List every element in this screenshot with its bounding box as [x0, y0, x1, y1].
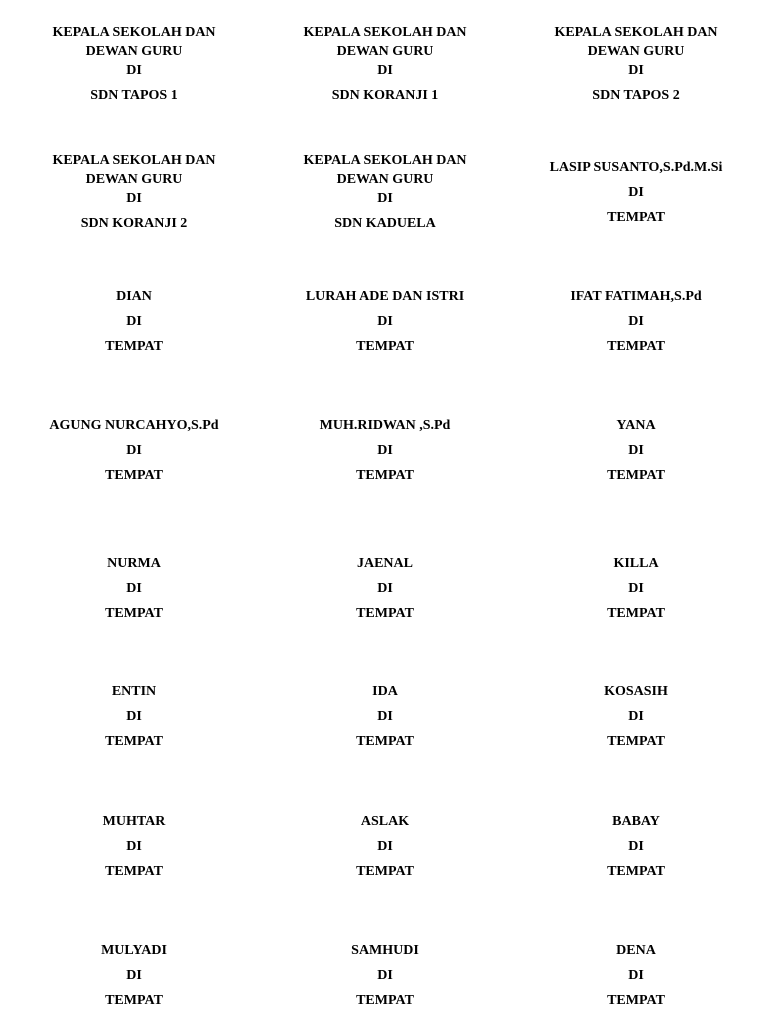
- label-name-line2: DEWAN GURU: [587, 44, 685, 59]
- label-name: IFAT FATIMAH,S.Pd: [570, 289, 702, 304]
- label-di: DI: [628, 63, 644, 78]
- address-label-9: [516, 284, 756, 359]
- label-di: DI: [628, 968, 644, 983]
- label-place: SDN KORANJI 2: [80, 216, 188, 231]
- label-place: SDN TAPOS 1: [90, 88, 178, 103]
- label-place: TEMPAT: [105, 468, 163, 483]
- label-name: KILLA: [613, 556, 659, 571]
- address-label-20: [265, 809, 505, 884]
- address-label-16: [14, 679, 254, 754]
- label-di: DI: [628, 581, 644, 596]
- address-label-17: [265, 679, 505, 754]
- label-di: DI: [377, 63, 393, 78]
- label-di: DI: [377, 968, 393, 983]
- label-place: TEMPAT: [607, 993, 665, 1008]
- address-label-5: [265, 151, 505, 233]
- label-di: DI: [126, 63, 142, 78]
- address-label-14: [265, 551, 505, 626]
- label-di: DI: [628, 839, 644, 854]
- label-name: NURMA: [107, 556, 161, 571]
- label-name-line2: DEWAN GURU: [336, 172, 434, 187]
- address-label-10: [14, 413, 254, 488]
- label-name: LASIP SUSANTO,S.Pd.M.Si: [549, 160, 723, 175]
- address-label-21: [516, 809, 756, 884]
- label-di: DI: [628, 314, 644, 329]
- address-label-8: [265, 284, 505, 359]
- label-place: TEMPAT: [607, 734, 665, 749]
- address-label-7: [14, 284, 254, 359]
- label-name: SAMHUDI: [351, 943, 419, 958]
- address-label-19: [14, 809, 254, 884]
- address-label-13: [14, 551, 254, 626]
- label-place: TEMPAT: [607, 468, 665, 483]
- label-place: TEMPAT: [356, 606, 414, 621]
- label-name: MULYADI: [101, 943, 167, 958]
- label-di: DI: [377, 443, 393, 458]
- address-label-1: [14, 23, 254, 105]
- label-di: DI: [126, 191, 142, 206]
- label-place: TEMPAT: [105, 606, 163, 621]
- label-name: DIAN: [116, 289, 152, 304]
- label-place: TEMPAT: [105, 864, 163, 879]
- label-name: LURAH ADE DAN ISTRI: [305, 289, 465, 304]
- address-label-24: [516, 938, 756, 1013]
- label-di: DI: [377, 314, 393, 329]
- label-di: DI: [377, 839, 393, 854]
- label-name: MUH.RIDWAN ,S.Pd: [319, 418, 451, 433]
- label-di: DI: [126, 581, 142, 596]
- label-place: TEMPAT: [105, 339, 163, 354]
- label-di: DI: [126, 443, 142, 458]
- label-name: MUHTAR: [102, 814, 166, 829]
- label-place: TEMPAT: [356, 468, 414, 483]
- label-name: KOSASIH: [604, 684, 668, 699]
- address-label-11: [265, 413, 505, 488]
- label-name: JAENAL: [356, 556, 413, 571]
- label-name-line2: DEWAN GURU: [85, 172, 183, 187]
- label-place: TEMPAT: [356, 864, 414, 879]
- label-name-line2: DEWAN GURU: [336, 44, 434, 59]
- label-place: TEMPAT: [356, 734, 414, 749]
- address-label-4: [14, 151, 254, 233]
- address-label-23: [265, 938, 505, 1013]
- label-place: TEMPAT: [356, 339, 414, 354]
- label-name-line2: DEWAN GURU: [85, 44, 183, 59]
- address-label-15: [516, 551, 756, 626]
- label-di: DI: [377, 709, 393, 724]
- label-place: TEMPAT: [607, 339, 665, 354]
- label-name: KEPALA SEKOLAH DAN: [554, 25, 718, 40]
- label-di: DI: [126, 709, 142, 724]
- label-name: IDA: [372, 684, 398, 699]
- label-place: TEMPAT: [607, 864, 665, 879]
- label-name: KEPALA SEKOLAH DAN: [303, 25, 467, 40]
- label-di: DI: [126, 314, 142, 329]
- address-label-3: [516, 23, 756, 105]
- label-name: DENA: [616, 943, 656, 958]
- address-label-12: [516, 413, 756, 488]
- address-label-6: [516, 155, 756, 230]
- label-name: KEPALA SEKOLAH DAN: [52, 25, 216, 40]
- label-place: SDN KORANJI 1: [331, 88, 439, 103]
- address-label-22: [14, 938, 254, 1013]
- label-name: YANA: [616, 418, 656, 433]
- label-di: DI: [628, 443, 644, 458]
- label-place: SDN TAPOS 2: [592, 88, 680, 103]
- label-di: DI: [126, 968, 142, 983]
- label-place: TEMPAT: [105, 993, 163, 1008]
- label-name: KEPALA SEKOLAH DAN: [52, 153, 216, 168]
- label-di: DI: [377, 191, 393, 206]
- label-place: TEMPAT: [607, 606, 665, 621]
- label-name: ENTIN: [111, 684, 157, 699]
- label-name: AGUNG NURCAHYO,S.Pd: [49, 418, 219, 433]
- label-name: KEPALA SEKOLAH DAN: [303, 153, 467, 168]
- label-place: TEMPAT: [607, 210, 665, 225]
- label-name: BABAY: [612, 814, 660, 829]
- label-place: SDN KADUELA: [334, 216, 436, 231]
- label-di: DI: [126, 839, 142, 854]
- label-di: DI: [377, 581, 393, 596]
- address-label-18: [516, 679, 756, 754]
- label-name: ASLAK: [360, 814, 410, 829]
- label-di: DI: [628, 185, 644, 200]
- label-place: TEMPAT: [105, 734, 163, 749]
- label-place: TEMPAT: [356, 993, 414, 1008]
- label-di: DI: [628, 709, 644, 724]
- address-label-2: [265, 23, 505, 105]
